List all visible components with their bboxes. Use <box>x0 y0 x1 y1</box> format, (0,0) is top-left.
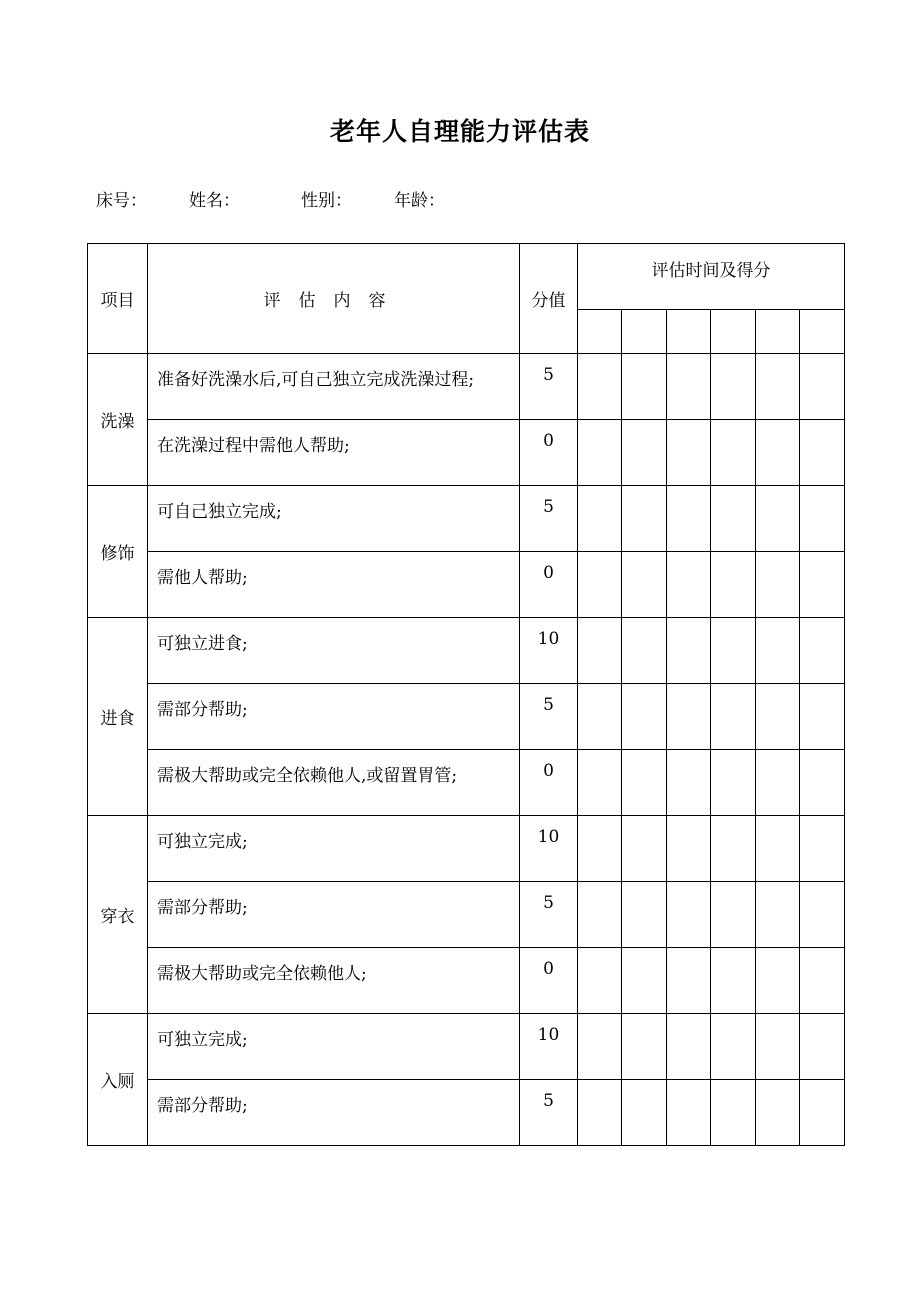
score-entry-cell[interactable] <box>667 816 711 882</box>
category-cell: 进食 <box>88 618 148 816</box>
score-entry-cell[interactable] <box>578 750 622 816</box>
score-entry-cell[interactable] <box>578 1080 622 1146</box>
header-row <box>88 244 845 310</box>
score-entry-cell[interactable] <box>578 354 622 420</box>
score-entry-cell[interactable] <box>800 1080 845 1146</box>
score-entry-cell[interactable] <box>800 1014 845 1080</box>
score-entry-cell[interactable] <box>578 552 622 618</box>
criteria-cell: 需部分帮助; <box>148 1080 520 1146</box>
score-entry-cell[interactable] <box>578 816 622 882</box>
category-cell: 修饰 <box>88 486 148 618</box>
time-score-cell[interactable] <box>622 310 667 354</box>
score-entry-cell[interactable] <box>711 552 756 618</box>
score-entry-cell[interactable] <box>711 1014 756 1080</box>
score-entry-cell[interactable] <box>667 684 711 750</box>
score-entry-cell[interactable] <box>667 552 711 618</box>
score-entry-cell[interactable] <box>711 816 756 882</box>
score-entry-cell[interactable] <box>711 1080 756 1146</box>
name-label: 姓名： <box>189 191 240 211</box>
table-row <box>88 1014 845 1080</box>
score-entry-cell[interactable] <box>800 618 845 684</box>
table-row <box>88 750 845 816</box>
score-entry-cell[interactable] <box>667 618 711 684</box>
time-score-cell[interactable] <box>711 310 756 354</box>
score-entry-cell[interactable] <box>800 684 845 750</box>
score-entry-cell[interactable] <box>756 948 800 1014</box>
time-score-cell[interactable] <box>800 310 845 354</box>
form-title: 老年人自理能力评估表 <box>329 117 590 146</box>
criteria-cell: 可自己独立完成; <box>148 486 520 552</box>
score-entry-cell[interactable] <box>800 486 845 552</box>
score-entry-cell[interactable] <box>622 750 667 816</box>
score-entry-cell[interactable] <box>756 486 800 552</box>
score-entry-cell[interactable] <box>711 882 756 948</box>
score-entry-cell[interactable] <box>578 882 622 948</box>
score-entry-cell[interactable] <box>622 486 667 552</box>
table-row <box>88 882 845 948</box>
score-entry-cell[interactable] <box>711 618 756 684</box>
score-entry-cell[interactable] <box>800 948 845 1014</box>
score-entry-cell[interactable] <box>667 486 711 552</box>
criteria-cell: 准备好洗澡水后,可自己独立完成洗澡过程; <box>148 354 520 420</box>
score-entry-cell[interactable] <box>622 1014 667 1080</box>
score-entry-cell[interactable] <box>622 816 667 882</box>
header-score: 分值 <box>520 244 578 354</box>
score-entry-cell[interactable] <box>622 552 667 618</box>
score-entry-cell[interactable] <box>756 816 800 882</box>
score-entry-cell[interactable] <box>756 1080 800 1146</box>
score-entry-cell[interactable] <box>711 750 756 816</box>
score-entry-cell[interactable] <box>622 420 667 486</box>
header-time: 评估时间及得分 <box>578 244 845 310</box>
table-row <box>88 618 845 684</box>
criteria-cell: 在洗澡过程中需他人帮助; <box>148 420 520 486</box>
score-entry-cell[interactable] <box>622 1080 667 1146</box>
score-entry-cell[interactable] <box>622 948 667 1014</box>
score-entry-cell[interactable] <box>711 420 756 486</box>
score-entry-cell[interactable] <box>711 948 756 1014</box>
table-row <box>88 486 845 552</box>
assessment-table <box>87 243 845 1146</box>
score-entry-cell[interactable] <box>756 882 800 948</box>
score-entry-cell[interactable] <box>667 750 711 816</box>
score-entry-cell[interactable] <box>622 882 667 948</box>
score-entry-cell[interactable] <box>756 618 800 684</box>
score-entry-cell[interactable] <box>667 948 711 1014</box>
score-value-cell: 10 <box>520 1014 578 1080</box>
score-entry-cell[interactable] <box>578 684 622 750</box>
table-row <box>88 1080 845 1146</box>
score-entry-cell[interactable] <box>711 684 756 750</box>
score-entry-cell[interactable] <box>622 618 667 684</box>
score-entry-cell[interactable] <box>622 354 667 420</box>
table-row <box>88 552 845 618</box>
score-entry-cell[interactable] <box>667 354 711 420</box>
score-entry-cell[interactable] <box>800 816 845 882</box>
header-content: 评估内容 <box>148 244 520 354</box>
score-value-cell: 0 <box>520 948 578 1014</box>
score-entry-cell[interactable] <box>578 1014 622 1080</box>
score-entry-cell[interactable] <box>622 684 667 750</box>
score-value-cell: 5 <box>520 354 578 420</box>
score-entry-cell[interactable] <box>756 750 800 816</box>
score-entry-cell[interactable] <box>756 684 800 750</box>
score-entry-cell[interactable] <box>578 420 622 486</box>
score-entry-cell[interactable] <box>800 354 845 420</box>
time-score-cell[interactable] <box>667 310 711 354</box>
table-row <box>88 684 845 750</box>
score-entry-cell[interactable] <box>756 1014 800 1080</box>
time-score-cell[interactable] <box>756 310 800 354</box>
score-value-cell: 10 <box>520 618 578 684</box>
score-value-cell: 5 <box>520 486 578 552</box>
score-entry-cell[interactable] <box>667 1014 711 1080</box>
criteria-cell: 需部分帮助; <box>148 882 520 948</box>
score-value-cell: 0 <box>520 552 578 618</box>
age-label: 年龄： <box>394 191 445 211</box>
score-value-cell: 0 <box>520 750 578 816</box>
score-entry-cell[interactable] <box>800 420 845 486</box>
score-entry-cell[interactable] <box>667 882 711 948</box>
score-value-cell: 0 <box>520 420 578 486</box>
score-entry-cell[interactable] <box>800 882 845 948</box>
score-entry-cell[interactable] <box>800 552 845 618</box>
criteria-cell: 可独立进食; <box>148 618 520 684</box>
bed-number-label: 床号： <box>96 191 147 211</box>
criteria-cell: 需极大帮助或完全依赖他人,或留置胃管; <box>148 750 520 816</box>
score-value-cell: 5 <box>520 882 578 948</box>
criteria-cell: 可独立完成; <box>148 816 520 882</box>
criteria-cell: 可独立完成; <box>148 1014 520 1080</box>
score-entry-cell[interactable] <box>667 420 711 486</box>
score-entry-cell[interactable] <box>756 420 800 486</box>
score-entry-cell[interactable] <box>756 354 800 420</box>
score-entry-cell[interactable] <box>756 552 800 618</box>
score-entry-cell[interactable] <box>578 486 622 552</box>
score-entry-cell[interactable] <box>578 948 622 1014</box>
category-cell: 洗澡 <box>88 354 148 486</box>
gender-label: 性别： <box>301 191 352 211</box>
score-entry-cell[interactable] <box>711 486 756 552</box>
criteria-cell: 需极大帮助或完全依赖他人; <box>148 948 520 1014</box>
score-entry-cell[interactable] <box>667 1080 711 1146</box>
time-score-cell[interactable] <box>578 310 622 354</box>
table-row <box>88 354 845 420</box>
score-entry-cell[interactable] <box>711 354 756 420</box>
score-value-cell: 5 <box>520 1080 578 1146</box>
criteria-cell: 需部分帮助; <box>148 684 520 750</box>
score-entry-cell[interactable] <box>578 618 622 684</box>
table-row <box>88 948 845 1014</box>
category-cell: 穿衣 <box>88 816 148 1014</box>
header-item: 项目 <box>88 244 148 354</box>
criteria-cell: 需他人帮助; <box>148 552 520 618</box>
score-entry-cell[interactable] <box>800 750 845 816</box>
score-value-cell: 10 <box>520 816 578 882</box>
category-cell: 入厕 <box>88 1014 148 1146</box>
score-value-cell: 5 <box>520 684 578 750</box>
table-row <box>88 420 845 486</box>
table-row <box>88 816 845 882</box>
